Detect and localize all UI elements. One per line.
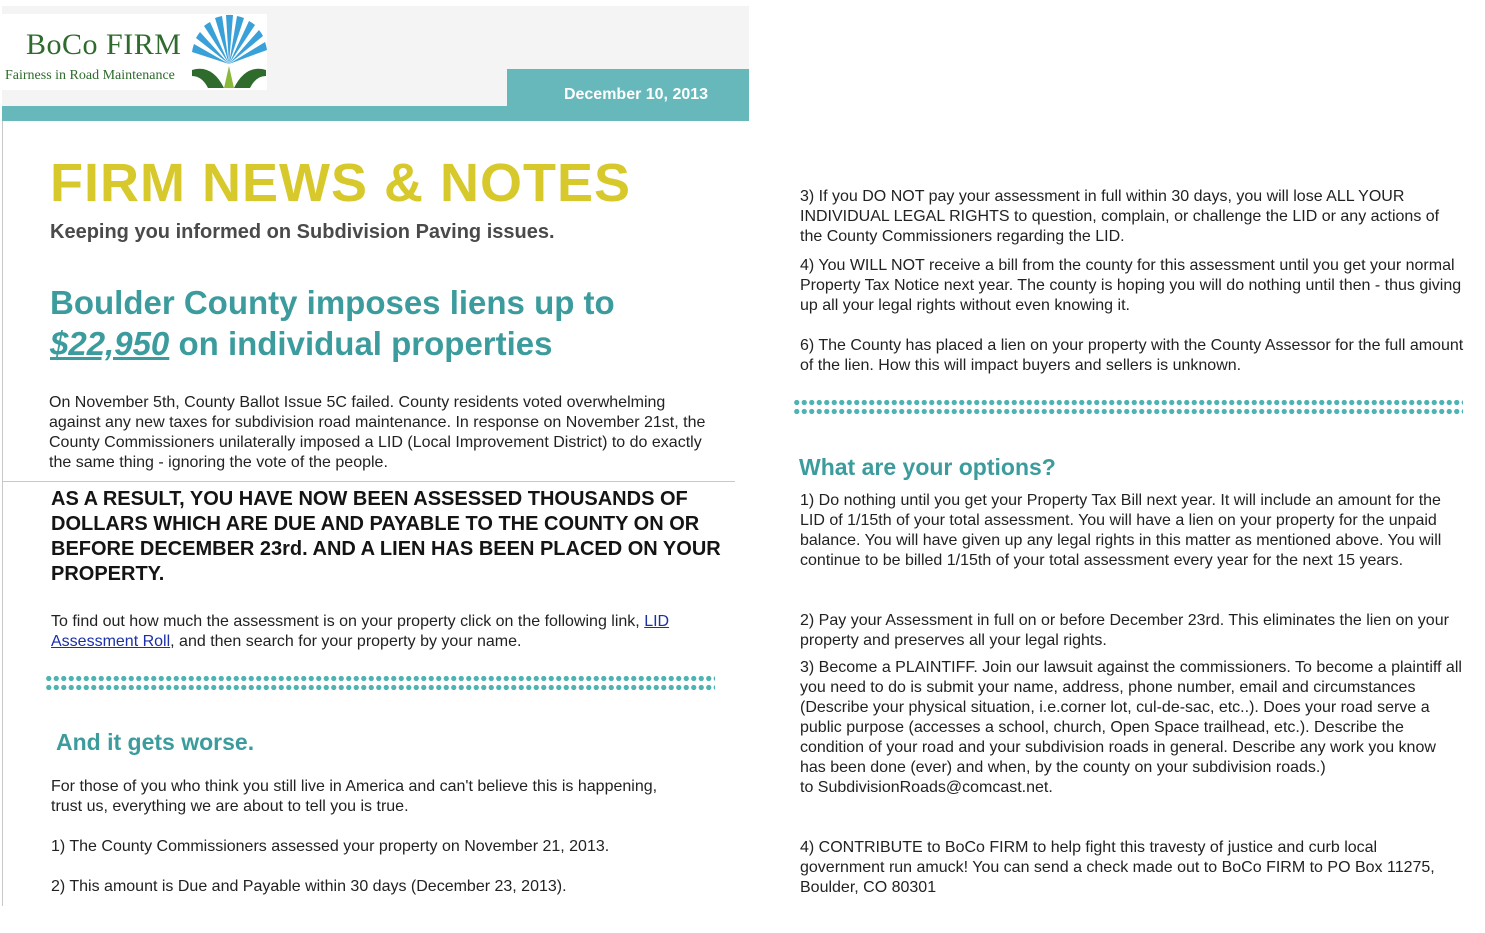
headline-amount: $22,950 (50, 325, 170, 362)
lid-assessment-roll-link[interactable]: LID Assessment Roll (51, 613, 670, 650)
option-item: 2) Pay your Assessment in full on or before December 23rd. This eliminates the lien on your property and preserves all your legal rights. (800, 612, 1449, 649)
list-item: 2) This amount is Due and Payable within 30 days (December 23, 2013). (51, 878, 567, 895)
headline-text-end: on individual properties (169, 325, 553, 362)
headline (50, 282, 730, 364)
dotted-divider (793, 398, 1463, 418)
header-divider (2, 106, 749, 121)
list-item: 3) If you DO NOT pay your assessment in full within 30 days, you will lose ALL YOUR INDIVIDUAL LEGAL RIGHTS to question, complain, or challenge the LID or any actions of the County Commissioners regarding the LID. (800, 188, 1440, 245)
section-heading-options: What are your options? (799, 454, 1056, 480)
alert-paragraph: AS A RESULT, YOU HAVE NOW BEEN ASSESSED THOUSANDS OF DOLLARS WHICH ARE DUE AND PAYABLE TO THE COUNTY ON OR BEFORE DECEMBER 23rd. AND A LIEN HAS BEEN PLACED ON YOUR PROPERTY. (51, 488, 721, 585)
page-title: FIRM NEWS & NOTES (50, 153, 631, 213)
logo-name: BoCo FIRM (26, 28, 182, 61)
section-divider (2, 481, 735, 482)
worse-intro-paragraph: For those of you who think you still live in America and can't believe this is happening, trust us, everything we are about to tell you is true. (51, 778, 658, 815)
list-item: 6) The County has placed a lien on your property with the County Assessor for the full amount of the lien. How this will impact buyers and sellers is unknown. (800, 337, 1464, 374)
list-item: 1) The County Commissioners assessed your property on November 21, 2013. (51, 838, 610, 855)
link-lead-text: To find out how much the assessment is on your property click on the following link, (51, 613, 645, 630)
option-item: 4) CONTRIBUTE to BoCo FIRM to help fight this travesty of justice and curb local government run amuck! You can send a check made out to BoCo FIRM to PO Box 11275, Boulder, CO 80301 (800, 839, 1435, 896)
option-email-text: to SubdivisionRoads@comcast.net. (800, 779, 1053, 796)
list-item: 4) You WILL NOT receive a bill from the county for this assessment until you get your normal Property Tax Notice next year. The county is hoping you will do nothing until then - thus giving up all your legal rights without even knowing it. (800, 257, 1462, 314)
option-text: 3) Become a PLAINTIFF. Join our lawsuit against the commissioners. To become a plaintiff all you need to do is submit your name, address, phone number, email and circumstances (Describe your physical situation, i.e.corner lot, cul-de-sac, etc..). Does your road serve a public purpose (accesses a school, church, Open Space trailhead, etc.). Describe the condition of your road and your subdivision roads in general. Describe any work you know has been done (ever) and when, by the county on your subdivision roads.) (800, 659, 1462, 776)
option-item (800, 658, 1465, 798)
sunrise-logo-icon (188, 14, 270, 90)
left-border (2, 121, 3, 906)
assessment-link-paragraph (51, 612, 711, 652)
headline-text: Boulder County imposes liens up to (50, 284, 615, 321)
link-trail-text: , and then search for your property by your name. (170, 633, 522, 650)
newsletter-date: December 10, 2013 (563, 86, 709, 103)
dotted-divider (45, 674, 715, 694)
logo-tagline: Fairness in Road Maintenance (5, 68, 175, 83)
section-heading-worse: And it gets worse. (56, 729, 255, 755)
option-item: 1) Do nothing until you get your Property Tax Bill next year. It will include an amount for the LID of 1/15th of your total assessment. You will have a lien on your property for the unpaid balance. You will have given up any legal rights in this matter as mentioned above. You will continue to be billed 1/15th of your total assessment every year for the next 15 years. (800, 492, 1442, 569)
intro-paragraph: On November 5th, County Ballot Issue 5C failed. County residents voted overwhelming against any new taxes for subdivision road maintenance. In response on November 21st, the County Commissioners unilaterally imposed a LID (Local Improvement District) to do exactly the same thing - ignoring the vote of the people. (49, 394, 706, 471)
page-subtitle: Keeping you informed on Subdivision Paving issues. (50, 221, 555, 243)
